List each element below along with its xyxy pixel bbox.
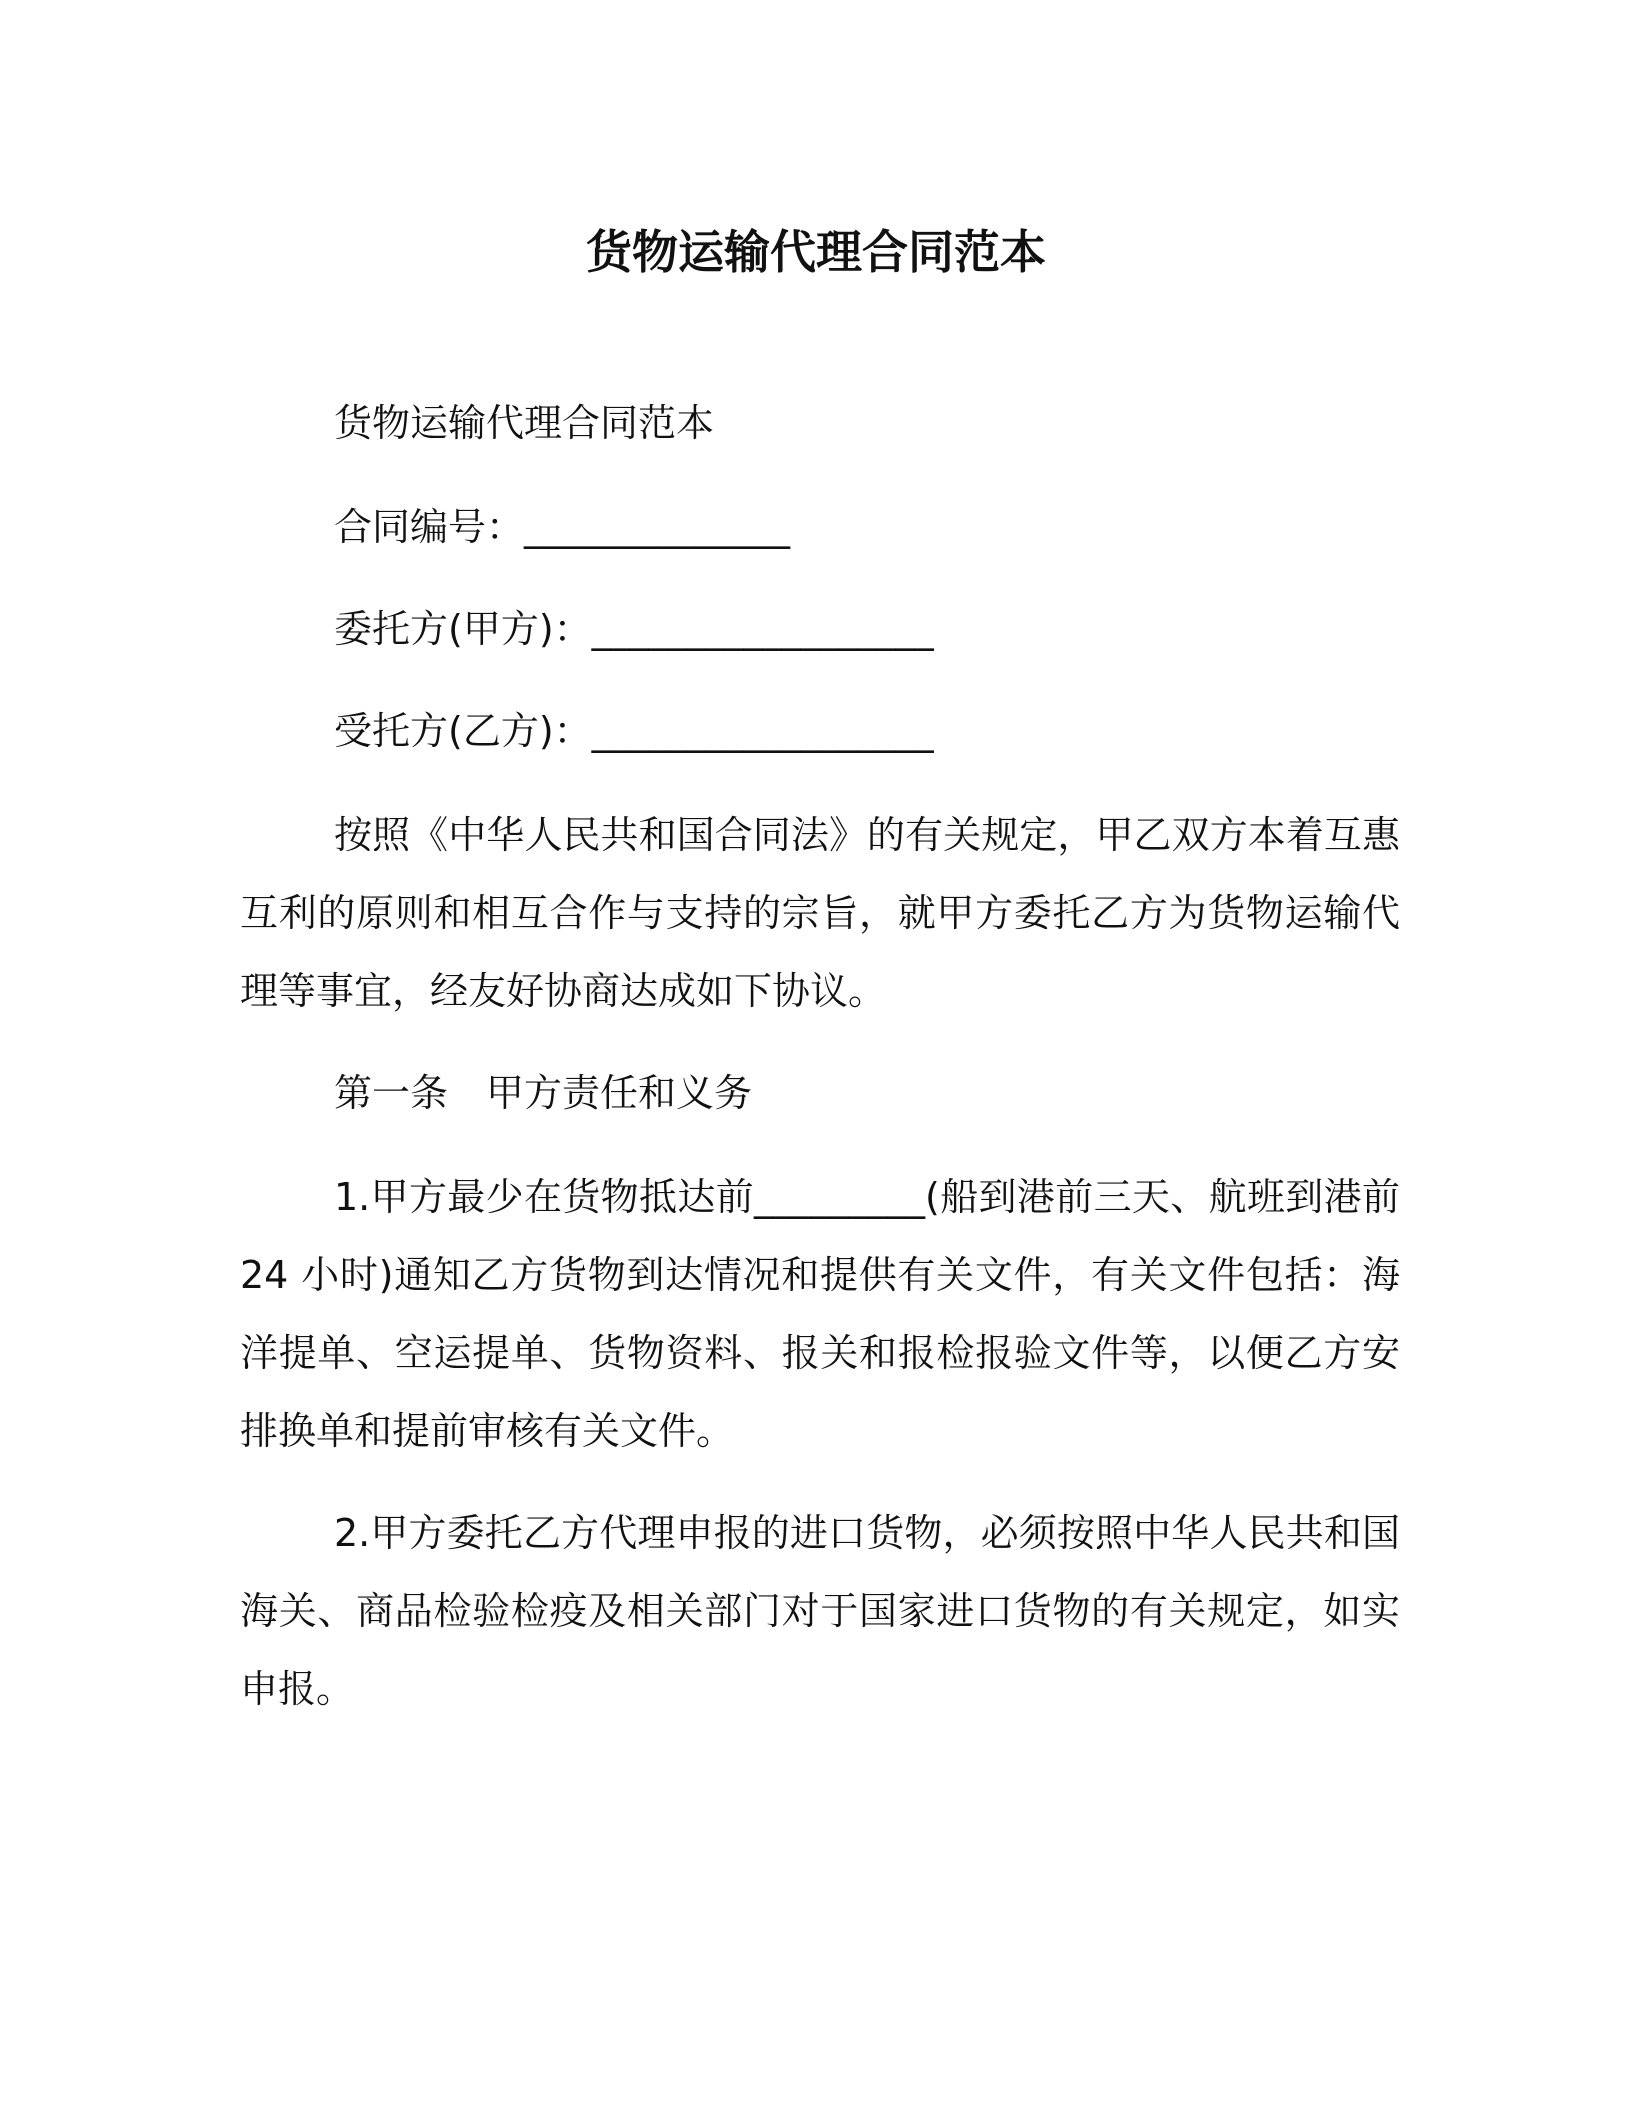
article-1-heading: 第一条 甲方责任和义务: [334, 1071, 753, 1115]
preamble-paragraph: 按照《中华人民共和国合同法》的有关规定，甲乙双方本着互惠互利的原则和相互合作与支持的宗旨，就甲方委托乙方为货物运输代理等事宜，经友好协商达成如下协议。: [240, 813, 1400, 1013]
document-subtitle: 货物运输代理合同范本: [334, 401, 715, 445]
party-a-line: 委托方(甲方)：__________________: [334, 607, 934, 651]
document-title: 货物运输代理合同范本: [586, 225, 1046, 279]
contract-number-line: 合同编号：______________: [334, 505, 791, 549]
party-b-line: 受托方(乙方)：__________________: [334, 709, 934, 753]
clause-2-paragraph: 2.甲方委托乙方代理申报的进口货物，必须按照中华人民共和国海关、商品检验检疫及相关部门对于国家进口货物的有关规定，如实申报。: [240, 1511, 1400, 1711]
clause-1-paragraph: 1.甲方最少在货物抵达前_________(船到港前三天、航班到港前24 小时)通知乙方货物到达情况和提供有关文件，有关文件包括：海洋提单、空运提单、货物资料、报关和报检报验文件等，以便乙方安排换单和提前审核有关文件。: [240, 1175, 1400, 1453]
